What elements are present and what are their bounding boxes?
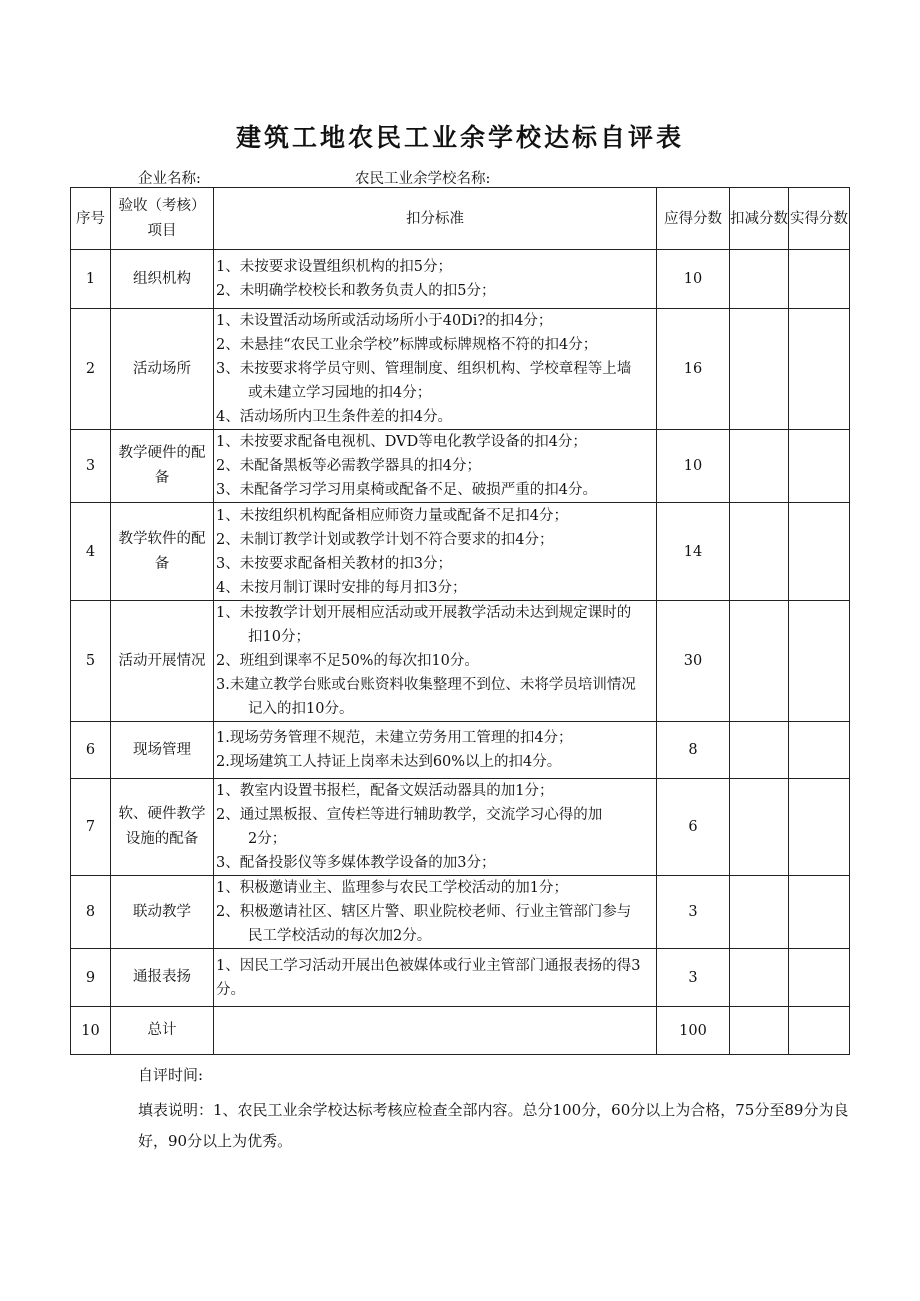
standard-line: 1、教室内设置书报栏，配备文娱活动器具的加1分； bbox=[216, 783, 554, 799]
standard-line: 2、积极邀请社区、辖区片警、职业院校老师、行业主管部门参与 bbox=[216, 904, 632, 920]
row-standard bbox=[214, 250, 657, 309]
table-row bbox=[71, 601, 850, 722]
row-standard bbox=[214, 876, 657, 949]
row-seq: 2 bbox=[71, 309, 111, 430]
standard-line: 1、未按教学计划开展相应活动或开展教学活动未达到规定课时的 bbox=[216, 605, 632, 621]
self-eval-time-label: 自评时间: bbox=[138, 1066, 204, 1084]
header-score: 应得分数 bbox=[657, 188, 730, 250]
row-seq: 8 bbox=[71, 876, 111, 949]
header-actual: 实得分数 bbox=[789, 188, 850, 250]
page-title: 建筑工地农民工业余学校达标自评表 bbox=[235, 123, 684, 152]
enterprise-name-label: 企业名称: bbox=[138, 171, 201, 187]
row-seq: 10 bbox=[71, 1007, 111, 1055]
row-score: 10 bbox=[657, 430, 730, 503]
standard-line: 3.未建立教学台账或台账资料收集整理不到位、未将学员培训情况 bbox=[216, 677, 636, 693]
header-standard: 扣分标准 bbox=[214, 188, 657, 250]
row-deduct-cell[interactable] bbox=[730, 309, 789, 430]
row-actual-cell[interactable] bbox=[789, 949, 850, 1007]
row-score: 8 bbox=[657, 722, 730, 779]
row-item: 总计 bbox=[111, 1007, 214, 1055]
standard-line: 1、未按要求配备电视机、DVD等电化教学设备的扣4分； bbox=[216, 434, 587, 450]
school-name-label: 农民工业余学校名称: bbox=[355, 171, 491, 187]
row-score: 30 bbox=[657, 601, 730, 722]
row-item: 通报表扬 bbox=[111, 949, 214, 1007]
standard-line: 2、班组到课率不足50%的每次扣10分。 bbox=[216, 653, 479, 669]
fill-instructions: 填表说明：1、农民工业余学校达标考核应检查全部内容。总分100分，60分以上为合格，75分至89分为良好，90分以上为优秀。 bbox=[138, 1101, 849, 1150]
standard-line: 1.现场劳务管理不规范，未建立劳务用工管理的扣4分； bbox=[216, 730, 573, 746]
standard-line: 1、未按要求设置组织机构的扣5分； bbox=[216, 259, 452, 275]
table-row bbox=[71, 430, 850, 503]
row-actual-cell[interactable] bbox=[789, 430, 850, 503]
row-deduct-cell[interactable] bbox=[730, 722, 789, 779]
standard-line: 2分； bbox=[248, 831, 287, 847]
header-row bbox=[71, 188, 850, 250]
row-seq: 3 bbox=[71, 430, 111, 503]
standard-line: 2、未悬挂“农民工业余学校”标牌或标牌规格不符的扣4分； bbox=[216, 337, 598, 353]
row-standard bbox=[214, 601, 657, 722]
header-deduct: 扣减分数 bbox=[730, 188, 789, 250]
standard-line: 3、配备投影仪等多媒体教学设备的加3分； bbox=[216, 855, 496, 871]
row-deduct-cell[interactable] bbox=[730, 1007, 789, 1055]
row-actual-cell[interactable] bbox=[789, 503, 850, 601]
row-seq: 7 bbox=[71, 779, 111, 876]
standard-line: 2、未制订教学计划或教学计划不符合要求的扣4分； bbox=[216, 531, 554, 548]
table-row bbox=[71, 309, 850, 430]
row-standard bbox=[214, 722, 657, 779]
standard-line: 1、未设置活动场所或活动场所小于40Di?的扣4分； bbox=[216, 313, 553, 329]
standard-line: 4、活动场所内卫生条件差的扣4分。 bbox=[216, 409, 452, 425]
standard-line: 记入的扣10分。 bbox=[248, 701, 354, 717]
total-score: 100 bbox=[657, 1007, 730, 1055]
standard-line: 2、通过黑板报、宣传栏等进行辅助教学，交流学习心得的加 bbox=[216, 807, 603, 823]
row-standard bbox=[214, 430, 657, 503]
row-item: 活动开展情况 bbox=[111, 601, 214, 722]
row-actual-cell[interactable] bbox=[789, 1007, 850, 1055]
row-actual-cell[interactable] bbox=[789, 309, 850, 430]
standard-line: 1、因民工学习活动开展出色被媒体或行业主管部门通报表扬的得3 bbox=[216, 957, 641, 974]
row-item: 现场管理 bbox=[111, 722, 214, 779]
standard-line: 3、未按要求将学员守则、管理制度、组织机构、学校章程等上墙 bbox=[216, 361, 632, 377]
row-deduct-cell[interactable] bbox=[730, 430, 789, 503]
row-actual-cell[interactable] bbox=[789, 722, 850, 779]
table-row bbox=[71, 503, 850, 601]
standard-line: 民工学校活动的每次加2分。 bbox=[248, 928, 432, 944]
row-item: 软、硬件教学设施的配备 bbox=[111, 779, 214, 876]
standard-line: 3、未按要求配备相关教材的扣3分； bbox=[216, 555, 452, 572]
header-item: 验收（考核）项目 bbox=[111, 188, 214, 250]
row-standard bbox=[214, 503, 657, 601]
table-row bbox=[71, 250, 850, 309]
row-item: 组织机构 bbox=[111, 250, 214, 309]
row-score: 16 bbox=[657, 309, 730, 430]
row-seq: 4 bbox=[71, 503, 111, 601]
row-actual-cell[interactable] bbox=[789, 876, 850, 949]
row-actual-cell[interactable] bbox=[789, 779, 850, 876]
standard-line: 3、未配备学习学习用桌椅或配备不足、破损严重的扣4分。 bbox=[216, 482, 597, 498]
row-deduct-cell[interactable] bbox=[730, 503, 789, 601]
standard-line: 4、未按月制订课时安排的每月扣3分； bbox=[216, 579, 467, 596]
row-seq: 5 bbox=[71, 601, 111, 722]
row-standard bbox=[214, 949, 657, 1007]
row-actual-cell[interactable] bbox=[789, 601, 850, 722]
header-seq: 序号 bbox=[71, 188, 111, 250]
row-score: 3 bbox=[657, 876, 730, 949]
row-seq: 9 bbox=[71, 949, 111, 1007]
evaluation-table bbox=[70, 187, 850, 1055]
row-deduct-cell[interactable] bbox=[730, 779, 789, 876]
standard-line: 扣10分； bbox=[248, 629, 310, 645]
standard-line: 2、未配备黑板等必需教学器具的扣4分； bbox=[216, 458, 481, 474]
row-item: 教学软件的配备 bbox=[111, 503, 214, 601]
row-standard bbox=[214, 779, 657, 876]
standard-line: 1、未按组织机构配备相应师资力量或配备不足扣4分； bbox=[216, 507, 568, 524]
table-row bbox=[71, 722, 850, 779]
standard-line: 分。 bbox=[216, 981, 245, 998]
standard-line: 或未建立学习园地的扣4分； bbox=[248, 385, 432, 401]
row-deduct-cell[interactable] bbox=[730, 949, 789, 1007]
row-standard bbox=[214, 309, 657, 430]
row-seq: 6 bbox=[71, 722, 111, 779]
row-score: 3 bbox=[657, 949, 730, 1007]
row-item: 教学硬件的配备 bbox=[111, 430, 214, 503]
total-standard-cell bbox=[214, 1007, 657, 1055]
row-score: 6 bbox=[657, 779, 730, 876]
row-deduct-cell[interactable] bbox=[730, 250, 789, 309]
row-deduct-cell[interactable] bbox=[730, 601, 789, 722]
row-item: 活动场所 bbox=[111, 309, 214, 430]
row-actual-cell[interactable] bbox=[789, 250, 850, 309]
standard-line: 2.现场建筑工人持证上岗率未达到60%以上的扣4分。 bbox=[216, 754, 562, 770]
row-score: 14 bbox=[657, 503, 730, 601]
row-score: 10 bbox=[657, 250, 730, 309]
row-deduct-cell[interactable] bbox=[730, 876, 789, 949]
table-row bbox=[71, 779, 850, 876]
total-row bbox=[71, 1007, 850, 1055]
table-row bbox=[71, 876, 850, 949]
row-item: 联动教学 bbox=[111, 876, 214, 949]
standard-line: 1、积极邀请业主、监理参与农民工学校活动的加1分； bbox=[216, 880, 568, 896]
standard-line: 2、未明确学校校长和教务负责人的扣5分； bbox=[216, 283, 496, 299]
table-row bbox=[71, 949, 850, 1007]
row-seq: 1 bbox=[71, 250, 111, 309]
